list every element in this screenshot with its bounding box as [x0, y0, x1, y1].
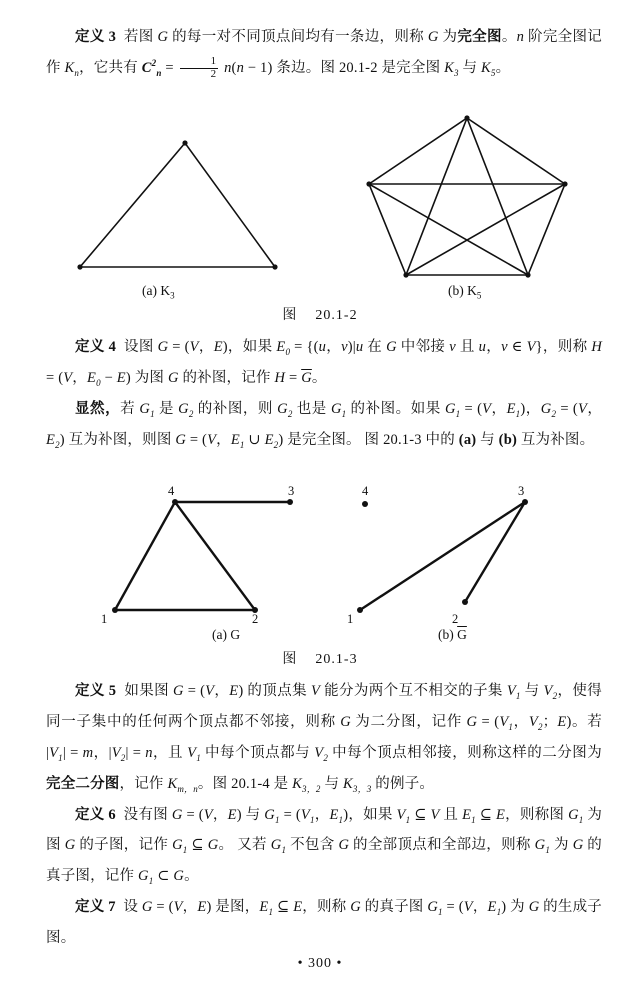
node-label-b-4: 4 [362, 484, 369, 498]
definition-4-paragraph [46, 334, 602, 396]
page-number: • 300 • [297, 956, 343, 971]
figure-2-caption: 图 20.1-3 [282, 652, 358, 667]
fraction-one-half: $\frac{1}{2}$ [180, 56, 219, 80]
figure-graph-g [95, 490, 300, 625]
definition-7-text: 设 G = (V，E) 是图，$E_1$ ⊆ E，则称 G 的真子图 $G_1 = (V$，$E_1$) 为 G 的生成子图。 [46, 899, 602, 947]
obvious-text: 若 $G_1$ 是 $G_2$ 的补图，则 $G_2$ 也是 $G_1$ 的补图。如果 $G_1 = (V$，$E_1$)，$G_2 = (V$，$E_2$) 互为补图，则图 G = (V，$E_1$ ∪ $E_2$) 是完全图。 图 20.1-3 中的 (a) 与 (b) 互为补图。 [46, 400, 603, 450]
figure-k3-graph [60, 135, 290, 280]
figure-g-sublabel: (a) G [212, 627, 241, 642]
definition-4-text: 设图 G = (V，E)，如果 $E_0 = \{(u$，v)|u 在 G 中邻接 v 且 u，v ∈ V}，则称 H = (V，$E_0 - E$) 为图 G 的补图，记作 $H = \overline{G}$。 [46, 339, 603, 388]
figure-k5-graph [360, 110, 575, 285]
definition-5-paragraph [46, 678, 602, 802]
definition-3-label: 定义 3 [75, 29, 117, 45]
node-label-b-1: 1 [347, 612, 354, 626]
definition-3-paragraph [46, 24, 602, 86]
definition-5-label: 定义 5 [75, 683, 117, 699]
node-label-a-2: 2 [252, 612, 259, 626]
definition-3-text-2: 。n 阶完全图记作 $K_n$，它共有 $C^2_n$ = $\frac{1}{2}$ n(n − 1) 条边。图 20.1-2 是完全图 $K_3$ 与 $K_5$。 [46, 29, 602, 80]
definition-5-text: 如果图 G = (V，E) 的顶点集 V 能分为两个互不相交的子集 $V_1$ 与 $V_2$，使得同一子集中的任何两个顶点都不邻接，则称 G 为二分图，记作 $G = (V_1$，$V_2$；E)。若 $|V_1| = m$，$|V_2| = n$，且 $V_1$ 中每个顶点都与 $V_2$ 中每个顶点相邻接，则称这样的二分图为完全二分图，记作 $K_{m,n}$。图 20.1-4 是 $K_{3,2}$ 与 $K_{3,3}$ 的例子。 [46, 683, 602, 794]
figure-k5-sublabel: (b) $K_5$ [448, 283, 482, 301]
definition-4-label: 定义 4 [75, 339, 117, 355]
node-label-b-2: 2 [452, 612, 459, 626]
definition-3-text-1: 若图 G 的每一对不同顶点间均有一条边，则称 G 为 [123, 29, 458, 45]
definition-4-block [46, 334, 602, 458]
node-label-a-1: 1 [101, 612, 108, 626]
definition-6-paragraph [46, 802, 602, 895]
figure-graph-g-complement [340, 490, 545, 625]
definition-6-label: 定义 6 [75, 806, 116, 823]
definition-7-label: 定义 7 [75, 899, 116, 916]
figure-k3-sublabel: (a) $K_3$ [142, 283, 175, 301]
definition-6-text: 没有图 G = (V，E) 与 $G_1 = (V_1$，$E_1$)，如果 $V_1$ ⊆ V 且 $E_1$ ⊆ E，则称图 $G_1$ 为图 G 的子图，记作 $G_1$ ⊆ G。 又若 $G_1$ 不包含 G 的全部顶点和全部边，则称 $G_1$ 为 G 的真子图，记作 $G_1$ ⊂ G。 [46, 806, 603, 887]
node-label-b-3: 3 [518, 484, 525, 498]
definition-3-bold-term: 完全图 [457, 29, 502, 45]
node-label-a-3: 3 [288, 484, 295, 498]
definition-3-block [46, 24, 602, 86]
definitions-567-block [46, 678, 602, 951]
obvious-label: 显然， [75, 400, 121, 417]
obvious-paragraph [46, 396, 602, 458]
node-label-a-4: 4 [168, 484, 175, 498]
definition-7-paragraph [46, 894, 602, 951]
figure-g-complement-sublabel: (b) $\overline{G}$ [438, 627, 467, 642]
figure-1-caption: 图 20.1-2 [282, 308, 358, 323]
